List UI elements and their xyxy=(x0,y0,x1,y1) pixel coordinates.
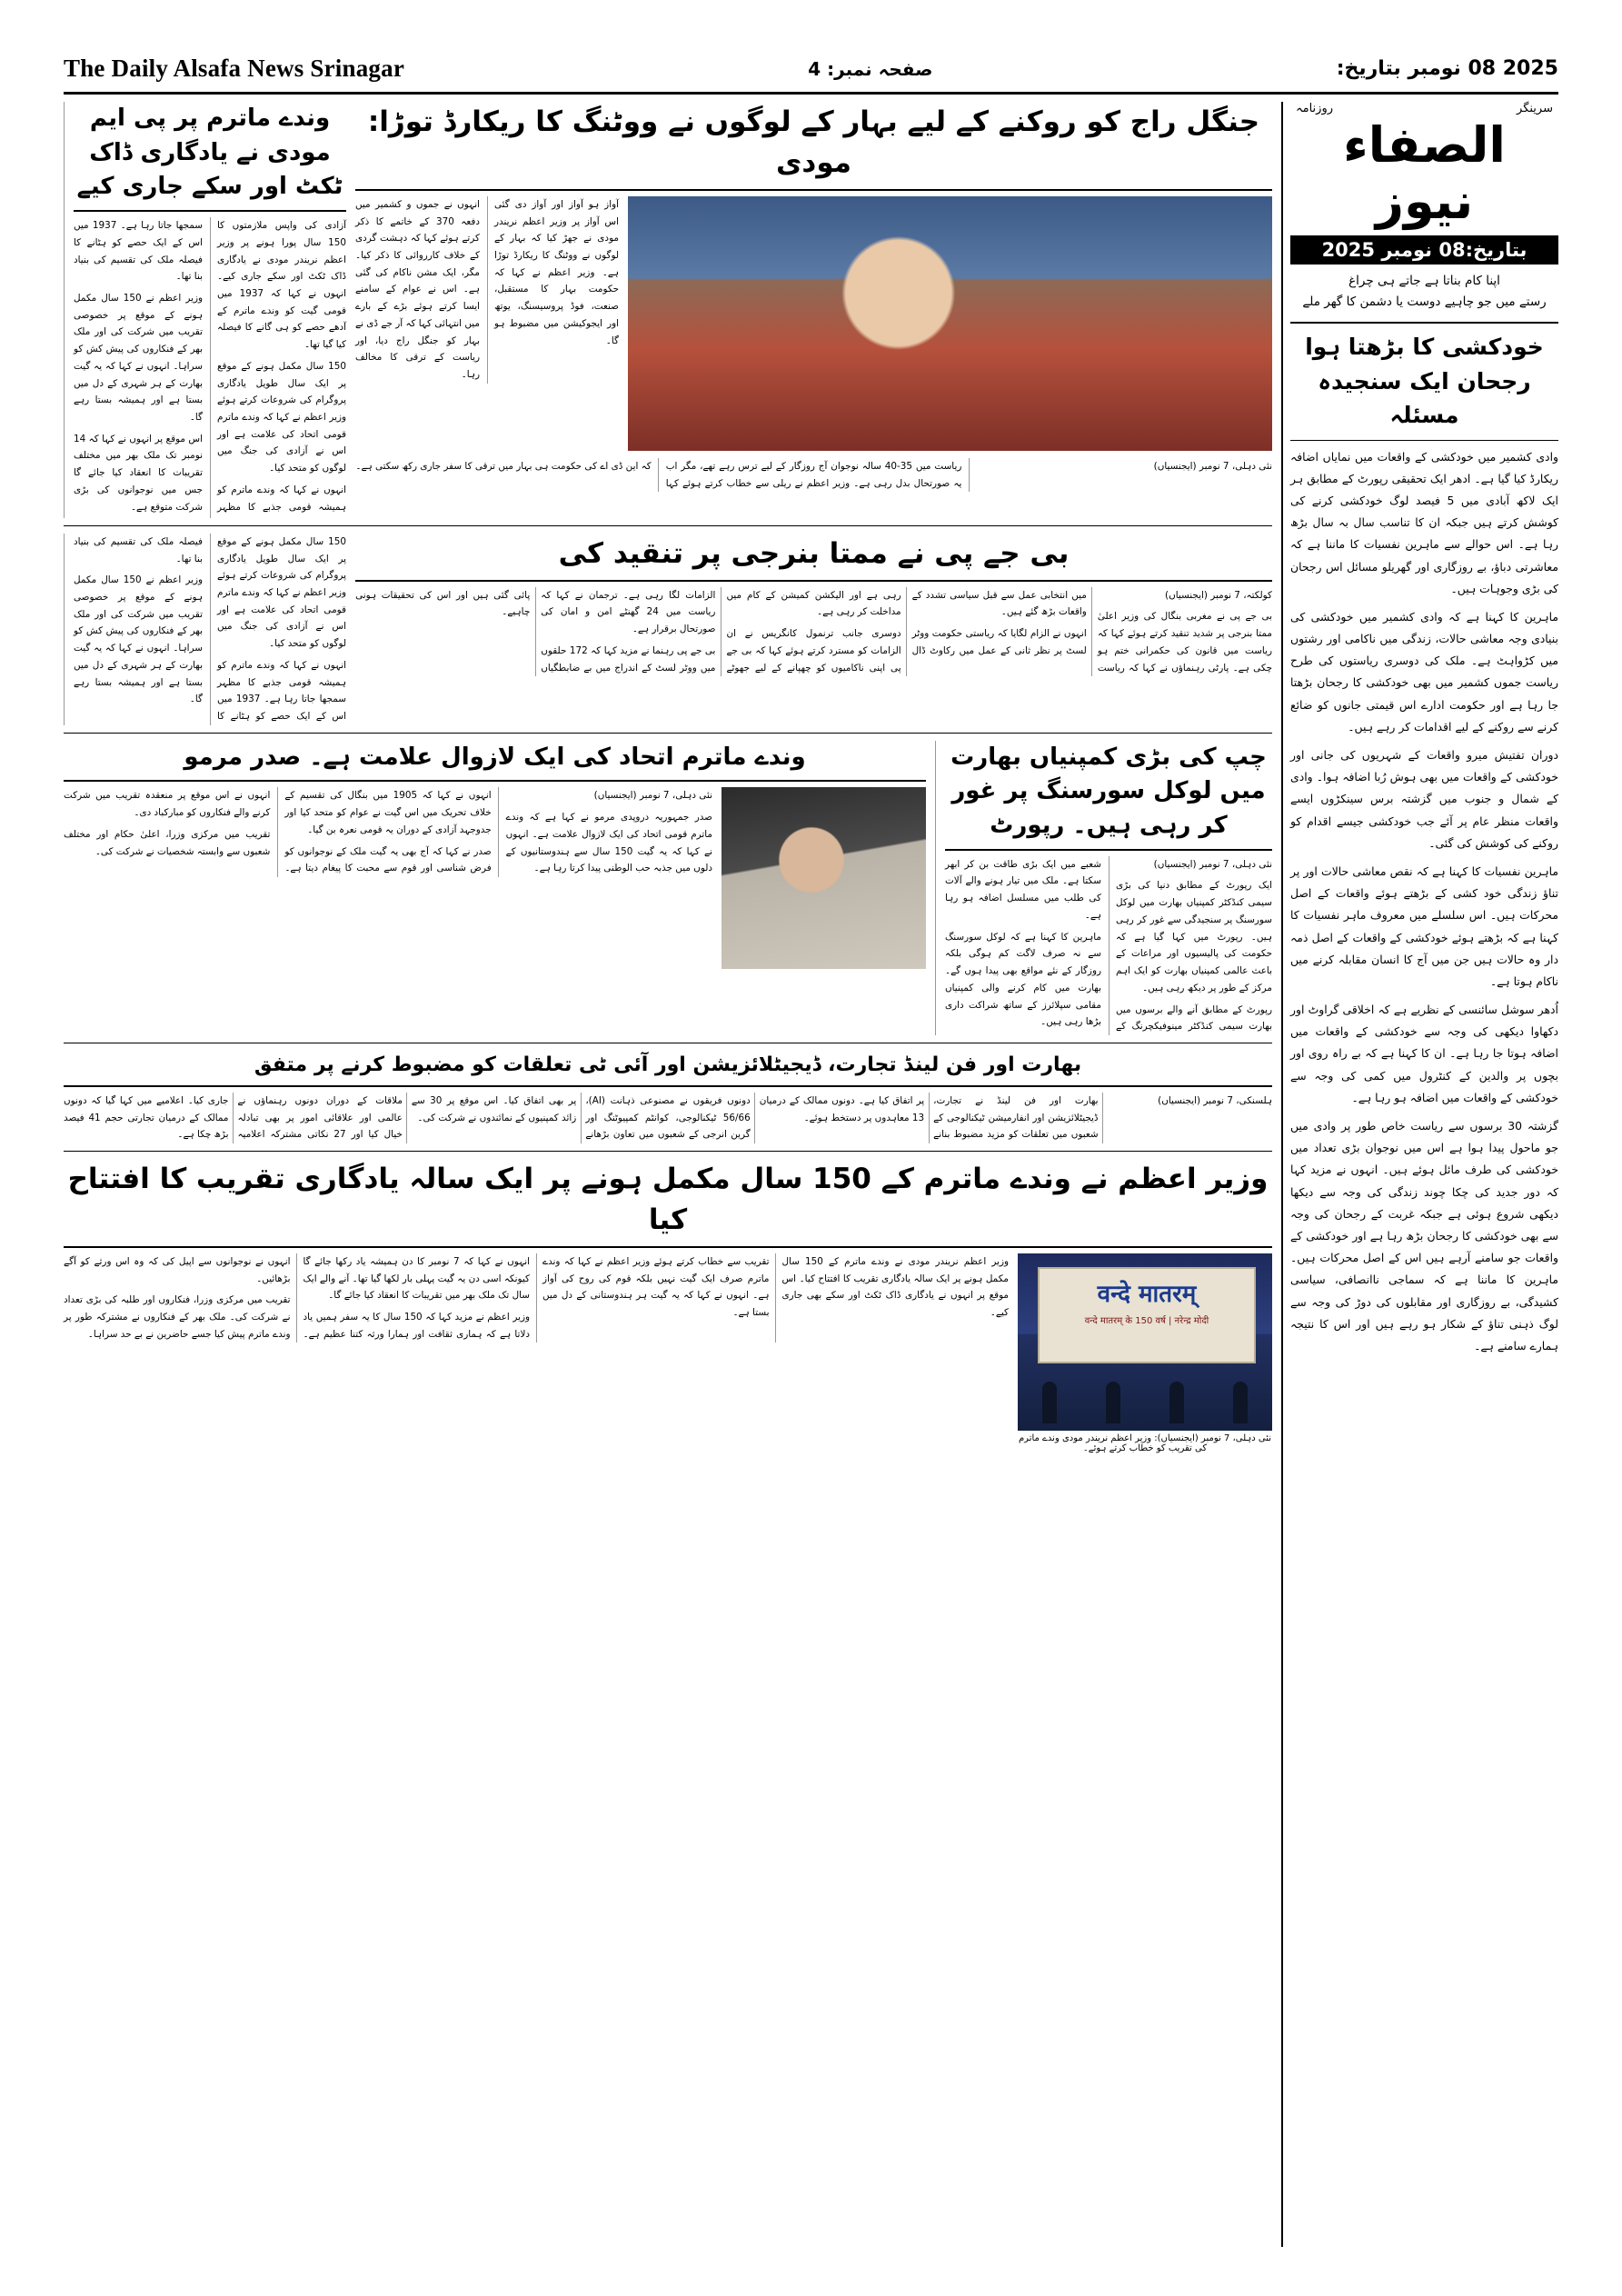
nameplate-kicker-right: روزنامہ xyxy=(1296,102,1333,115)
lead-para-3: ماہرین نفسیات کا کہنا ہے کہ نقص معاشی حالات اور پر تناؤ زندگی خود کشی کے بڑھتے ہوئے واقعات کے اصل محرکات ہیں۔ اس سلسلے میں معروف ماہر نفسیات کا کہنا ہے کہ بڑھتے ہوئے خودکشی کے واقعات کے اصل ذمہ دار وہ حالات ہیں جن میں آج کا انسان مقابلہ کرنے میں ناکام ہوتا ہے۔ xyxy=(1290,863,1558,988)
chip-body xyxy=(945,856,1272,1035)
page-label: صفحہ نمبر: xyxy=(827,57,933,80)
murmu-para-2: صدر نے کہا کہ آج بھی یہ گیت ملک کے نوجوانوں کو فرض شناسی اور قوم سے محبت کا پیغام دیتا ہے۔ انہوں نے اس موقع پر منعقدہ تقریب میں شرکت کرنے والے فنکاروں کو مبارکباد دی۔ xyxy=(64,790,492,874)
vande-mataram-event-photo xyxy=(1018,1253,1272,1431)
modi-bihar-body-top xyxy=(355,196,619,384)
my-cont-2: وزیر اعظم نے 150 سال مکمل ہونے کے موقع پر خصوصی تقریب میں شرکت کی اور ملک بھر کے فنکاروں کی پیش کش کو سراہا۔ انہوں نے کہا کہ یہ گیت بھارت کے ہر شہری کے دل میں بستا ہے اور ہمیشہ بستا رہے گا۔ xyxy=(74,574,203,705)
tmc-para-0: بی جے پی نے مغربی بنگال کی وزیر اعلیٰ ممتا بنرجی پر شدید تنقید کرتے ہوئے کہا کہ ریاست میں قانون کی حکمرانی ختم ہو چکی ہے۔ پارٹی رہنماؤں نے کہا کہ ریاست میں انتخابی عمل سے قبل سیاسی تشدد کے واقعات بڑھ گئے ہیں۔ xyxy=(911,589,1272,674)
lead-para-0: وادی کشمیر میں خودکشی کے واقعات میں نمایاں اضافہ ریکارڈ کیا گیا ہے۔ ادھر ایک تحقیقی رپورٹ کے مطابق ہر ایک لاکھ آبادی میں 5 فیصد لوگ خودکشی کرنے کی کوشش کرتے ہیں جبکہ ان کا تناسب سال بہ سال بڑھ رہا ہے۔ اس حوالے سے ماہرین نفسیات کا ماننا ہے کہ معاشرتی دباؤ، بے روزگاری اور گھریلو مسائل اس رجحان کی بڑی وجوہات ہیں۔ xyxy=(1290,449,1558,595)
masthead-english-title: The Daily Alsafa News Srinagar xyxy=(64,55,405,82)
article-murmu xyxy=(64,741,926,970)
my-para-2: انہوں نے کہا کہ وندے ماترم کو ہمیشہ قومی جذبے کا مظہر سمجھا جاتا رہا ہے۔ 1937 میں اس کے ایک حصے کو ہٹانے کا فیصلہ ملک کی تقسیم کی بنیاد بنا تھا۔ xyxy=(74,220,346,513)
murmu-headline: وندے ماترم اتحاد کی ایک لازوال علامت ہے۔ صدر مرمو xyxy=(184,743,806,771)
tmc-dateline: کولکتہ، 7 نومبر (ایجنسیاں) xyxy=(1165,589,1272,601)
nameplate-kicker-left: سرینگر xyxy=(1517,102,1553,115)
lead-para-4: اُدھر سوشل سائنسی کے نظریے ہے کہ اخلاقی گراوٹ اور دکھاوا دیکھی کی وجہ سے خودکشی کے واقعات میں اضافہ ہوتا جا رہا ہے۔ ان کا کہنا ہے کہ بے راہ روی اور بچوں پر والدین کے کنٹرول میں کمی کی وجہ سے خودکشی کے واقعات میں اضافہ ہو رہا ہے۔ xyxy=(1290,1003,1558,1104)
nameplate xyxy=(1290,102,1558,324)
murmu-para-1: انہوں نے کہا کہ 1905 میں بنگال کی تقسیم کے خلاف تحریک میں اس گیت نے عوام کو متحد کیا اور جدوجہد آزادی کے دوران یہ قومی نعرہ بن گیا۔ xyxy=(284,790,492,835)
article-tmc-mamta xyxy=(355,534,1272,677)
main-zone xyxy=(64,102,1272,2247)
row-mamta xyxy=(64,534,1272,734)
tmc-mamta-headline: بی جے پی نے ممتا بنرجی پر تنقید کی xyxy=(558,536,1070,570)
chip-dateline: نئی دہلی، 7 نومبر (ایجنسیاں) xyxy=(1153,858,1272,870)
slogan-line-2: رستے میں جو چاہیے دوست یا دشمن کا گھر ملے xyxy=(1302,294,1547,310)
chip-para-2: ماہرین کا کہنا ہے کہ لوکل سورسنگ سے نہ صرف لاگت کم ہوگی بلکہ روزگار کے نئے مواقع بھی پیدا ہوں گے۔ بھارت میں کام کرنے والی کمپنیاں مقامی سپلائرز کے ساتھ شراکت داری بڑھا رہی ہیں۔ xyxy=(945,931,1101,1028)
article-india-finland xyxy=(64,1051,1272,1152)
row-murmu-chip xyxy=(64,741,1272,1043)
modi-bihar-headline: جنگل راج کو روکنے کے لیے بہار کے لوگوں نے ووٹنگ کا ریکارڈ توڑا: مودی xyxy=(367,105,1260,179)
lead-para-5: گزشتہ 30 برسوں سے ریاست خاص طور پر وادی میں جو ماحول پیدا ہوا ہے اس میں نوجوان بڑی تعداد میں خودکشی کی طرف مائل ہوئے ہیں۔ انہوں نے مزید کہا کہ دور جدید کی چکا چوند زندگی کی وجہ سے دیکھا دیکھی شروع ہوئی ہے جبکہ غربت کے رجحان کی وجہ سے بھی خودکشی کا رجحان بڑھ رہا ہے اور خودکشی کے واقعات جو سامنے آرہے ہیں اس کے اصل محرکات ہیں۔ ماہرین کا ماننا ہے کہ سماجی ناانصافی، سیاسی کشیدگی، بے روزگاری اور مقابلوں کی دوڑ کی وجہ سے لوگ ذہنی تناؤ کے شکار ہو رہے ہیں اور اس کا نتیجہ ہمارے سامنے ہے۔ xyxy=(1290,1119,1558,1353)
masthead-date xyxy=(1337,57,1558,80)
banner-subtitle: वन्दे मातरम् के 150 वर्ष | नरेन्द्र मोदी xyxy=(1084,1316,1209,1327)
murmu-dateline: نئی دہلی، 7 نومبر (ایجنسیاں) xyxy=(593,790,712,802)
page-layout xyxy=(64,102,1558,2247)
banner-title: वन्दे मातरम् xyxy=(1097,1281,1197,1309)
top-stories-row xyxy=(64,102,1272,526)
mb-para-1: انہوں نے جموں و کشمیر میں دفعہ 370 کے خاتمے کا ذکر کرتے ہوئے کہا کہ دہشت گردی کے خلاف کارروائی کا ذکر کیا۔ مگر، ایک مشن ناکام کی گئی ہے۔ اس نے عوام کے سامنے ایسا کرتے ہوئے بڑے کے بارے میں انتہائی کہا کہ آر جے ڈی نے بہار کو جنگل راج دیا، اور ریاست کے ترقی کا مخالف رہا۔ xyxy=(355,198,480,381)
vande150-headline: وزیر اعظم نے وندے ماترم کے 150 سال مکمل ہونے پر ایک سالہ یادگاری تقریب کا افتتاح کیا xyxy=(67,1162,1269,1236)
date-label: بتاریخ: xyxy=(1336,57,1401,80)
lead-editorial-headline: خودکشی کا بڑھتا ہوا رجحان ایک سنجیدہ مسئلہ xyxy=(1290,324,1558,441)
india-fl-headline: بھارت اور فن لینڈ تجارت، ڈیجیٹلائزیشن اور آئی ٹی تعلقات کو مضبوط کرنے پر متفق xyxy=(254,1053,1082,1076)
my-para-4: اس موقع پر انہوں نے کہا کہ 14 نومبر تک ملک بھر میں مختلف تقریبات کا انعقاد کیا جائے گا جس میں نوجوانوں کی بڑی شرکت متوقع ہے۔ xyxy=(74,433,203,513)
nameplate-kickers xyxy=(1290,102,1558,115)
article-modi-bihar xyxy=(355,102,1272,492)
lead-para-1: ماہرین کا کہنا ہے کہ وادی کشمیر میں خودکشی کی بنیادی وجہ معاشی حالات، زندگی میں ناکامی اور رشتوں میں کڑواہٹ ہے۔ ملک کی دوسری ریاستوں کی طرح ریاست جموں کشمیر میں بھی خودکشی کا رجحان بڑھتا جا رہا ہے اور حکومت ادارے اس قیمتی جانوں کو ضائع کرنے سے روکنے کے لیے اقدامات کر رہے ہیں۔ xyxy=(1290,609,1558,734)
lead-para-2: دوران تفتیش میرو واقعات کے شہریوں کی جانی اور خودکشی کے واقعات میں بھی ہوش رُبا اضافہ ہوا۔ وادی کے شمال و جنوب میں گزشتہ برس سینکڑوں ایسے واقعات منظر عام پر آئے جب خودکشی جیسے اقدام کو روکنے کی کوشش کی گئی۔ xyxy=(1290,748,1558,850)
murmu-body xyxy=(64,787,712,877)
murmu-para-0: صدر جمہوریہ دروپدی مرمو نے کہا ہے کہ وندے ماترم قومی اتحاد کی ایک لازوال علامت ہے۔ انہوں نے کہا کہ یہ گیت 150 سال سے ہندوستانیوں کے دلوں میں جذبہ حب الوطنی پیدا کرتا رہا ہے۔ xyxy=(505,812,712,874)
my-para-1: 150 سال مکمل ہونے کے موقع پر ایک سال طویل یادگاری پروگرام کی شروعات کرتے ہوئے وزیر اعظم نے کہا کہ وندے ماترم قومی اتحاد کی علامت ہے اور اس نے آزادی کی جنگ میں لوگوں کو متحد کیا۔ xyxy=(217,360,346,474)
chip-headline: چپ کی بڑی کمپنیاں بھارت میں لوکل سورسنگ پر غور کر رہی ہیں۔ رپورٹ xyxy=(950,743,1267,840)
date-text: 08 نومبر xyxy=(1408,57,1497,80)
india-fl-body xyxy=(64,1093,1272,1143)
article-modi-yaadgari xyxy=(64,102,346,518)
my-cont-0: 150 سال مکمل ہونے کے موقع پر ایک سال طویل یادگاری پروگرام کی شروعات کرتے ہوئے وزیر اعظم نے کہا کہ وندے ماترم قومی اتحاد کی علامت ہے اور اس نے آزادی کی جنگ میں لوگوں کو متحد کیا۔ xyxy=(217,535,346,650)
president-murmu-photo xyxy=(721,787,926,969)
mb-dateline: نئی دہلی، 7 نومبر (ایجنسیاں) xyxy=(1153,460,1272,472)
nameplate-datebar: بتاریخ:08 نومبر 2025 xyxy=(1290,235,1558,265)
vande150-body xyxy=(64,1253,1009,1343)
modi-yaadgari-body xyxy=(74,217,346,518)
page-number: 4 xyxy=(808,57,821,80)
ifl-dateline: ہلسنکی، 7 نومبر (ایجنسیاں) xyxy=(1158,1094,1272,1106)
right-rail xyxy=(1281,102,1558,2247)
my-cont-1: انہوں نے کہا کہ وندے ماترم کو ہمیشہ قومی جذبے کا مظہر سمجھا جاتا رہا ہے۔ 1937 میں اس کے ایک حصے کو ہٹانے کا فیصلہ ملک کی تقسیم کی بنیاد بنا تھا۔ xyxy=(74,535,346,722)
tmc-para-3: بی جے پی رہنما نے مزید کہا کہ 172 حلقوں میں ووٹر لسٹ کے اندراج میں بے ضابطگیاں پائی گئی ہیں اور اس کی تحقیقات ہونی چاہیے۔ xyxy=(355,589,716,674)
tmc-para-2: دوسری جانب ترنمول کانگریس نے ان الزامات کو مسترد کرتے ہوئے کہا کہ بی جے پی اپنی ناکامیوں کو چھپانے کے لیے جھوٹے الزامات لگا رہی ہے۔ ترجمان نے کہا کہ ریاست میں 24 گھنٹے امن و امان کی صورتحال برقرار ہے۔ xyxy=(541,589,901,674)
v150-para-0: وزیر اعظم نریندر مودی نے وندے ماترم کے 150 سال مکمل ہونے پر ایک سالہ یادگاری تقریب کا افتتاح کیا۔ اس موقع پر انہوں نے یادگاری ڈاک ٹکٹ اور سکے بھی جاری کیے۔ xyxy=(781,1255,1009,1319)
v150-para-4: تقریب میں مرکزی وزرا، فنکاروں اور طلبہ کی بڑی تعداد نے شرکت کی۔ ملک بھر کے فنکاروں نے مشترکہ طور پر وندے ماترم پیش کیا جسے حاضرین نے بے حد سراہا۔ xyxy=(64,1294,291,1340)
v150-para-2: انہوں نے کہا کہ 7 نومبر کا دن ہمیشہ یاد رکھا جائے گا کیونکہ اسی دن یہ گیت پہلی بار لکھا گیا تھا۔ آنے والے ایک سال تک ملک بھر میں تقریبات کا انعقاد کیا جائے گا۔ xyxy=(303,1255,530,1302)
mb-para-2: ریاست میں 35-40 سالہ نوجوان آج روزگار کے لیے ترس رہے تھے، مگر اب یہ صورتحال بدل رہی ہے۔ وزیر اعظم نے ریلی سے خطاب کرتے ہوئے کہا کہ این ڈی اے کی حکومت ہی بہار میں ترقی کا سفر جاری رکھ سکتی ہے۔ xyxy=(355,460,962,489)
date-year: 2025 xyxy=(1502,57,1558,80)
article-vande-150 xyxy=(64,1159,1272,1461)
modi-yaadgari-continued xyxy=(64,534,346,725)
v150-para-3: وزیر اعظم نے مزید کہا کہ 150 سال کا یہ سفر ہمیں یاد دلاتا ہے کہ ہماری ثقافت اور ہمارا ورثہ کتنا عظیم ہے۔ انہوں نے نوجوانوں سے اپیل کی کہ وہ اس ورثے کو آگے بڑھائیں۔ xyxy=(64,1255,530,1340)
vande150-photo-wrap xyxy=(1018,1253,1272,1453)
v150-para-1: تقریب سے خطاب کرتے ہوئے وزیر اعظم نے کہا کہ وندے ماترم صرف ایک گیت نہیں بلکہ قوم کی روح کی آواز ہے۔ انہوں نے کہا کہ یہ گیت ہر ہندوستانی کے دل میں بستا ہے۔ xyxy=(542,1255,770,1319)
mb-para-0: آواز ہو آواز اور آواز دی گئی اس آواز پر وزیر اعظم نریندر مودی نے جھڑ کیا کہ بہار کے لوگوں نے ووٹنگ کا ریکارڈ توڑا ہے۔ وزیر اعظم نے کہا کہ حکومت بہار کا مستقبل، صنعت، فوڈ پروسیسنگ، یوتھ اور ایجوکیشن میں مضبوط ہو گا۔ xyxy=(494,198,619,346)
modi-rally-photo xyxy=(628,196,1272,451)
ifl-para-1: دونوں فریقوں نے مصنوعی ذہانت (AI)، 56/66 ٹیکنالوجی، کوانٹم کمپیوٹنگ اور گرین انرجی کے شعبوں میں تعاون بڑھانے پر بھی اتفاق کیا۔ اس موقع پر 30 سے زائد کمپنیوں کے نمائندوں نے شرکت کی۔ xyxy=(411,1094,751,1141)
tmc-para-1: انہوں نے الزام لگایا کہ ریاستی حکومت ووٹر لسٹ پر نظر ثانی کے عمل میں رکاوٹ ڈال رہی ہے اور الیکشن کمیشن کے کام میں مداخلت کر رہی ہے۔ xyxy=(726,589,1087,656)
masthead-page-indicator xyxy=(808,58,932,80)
article-chip-companies xyxy=(935,741,1272,1035)
nameplate-title: الصفاء نیوز xyxy=(1343,116,1506,231)
vande150-photo-caption: نئی دہلی، 7 نومبر (ایجنسیاں): وزیر اعظم نریندر مودی وندے ماترم کی تقریب کو خطاب کرتے ہوئے۔ xyxy=(1018,1433,1272,1453)
my-para-0: آزادی کی واپس ملازمتوں کا 150 سال پورا ہونے پر وزیر اعظم نریندر مودی نے یادگاری ڈاک ٹکٹ اور سکے جاری کیے۔ انہوں نے کہا کہ 1937 میں قومی گیت کو وندے ماترم کے آدھے حصے کو ہی گانے کا فیصلہ کیا گیا تھا۔ xyxy=(217,220,347,351)
masthead-bar xyxy=(64,55,1558,95)
nameplate-slogan xyxy=(1290,269,1558,316)
ifl-para-0: بھارت اور فن لینڈ نے تجارت، ڈیجیٹلائزیشن اور انفارمیشن ٹیکنالوجی کے شعبوں میں تعلقات کو مزید مضبوط بنانے پر اتفاق کیا ہے۔ دونوں ممالک کے درمیان 13 معاہدوں پر دستخط ہوئے۔ xyxy=(759,1094,1099,1141)
chip-para-1: رپورٹ کے مطابق آنے والے برسوں میں بھارت سیمی کنڈکٹر مینوفیکچرنگ کے شعبے میں ایک بڑی طاقت بن کر ابھر سکتا ہے۔ ملک میں تیار ہونے والے آلات کی طلب میں مسلسل اضافہ ہو رہا ہے۔ xyxy=(945,858,1272,1033)
stage-banner xyxy=(1038,1267,1255,1363)
slogan-line-1: اپنا کام بناتا ہے جاتے ہی چراغ xyxy=(1348,274,1500,289)
my-para-3: وزیر اعظم نے 150 سال مکمل ہونے کے موقع پر خصوصی تقریب میں شرکت کی اور ملک بھر کے فنکاروں کی پیش کش کو سراہا۔ انہوں نے کہا کہ یہ گیت بھارت کے ہر شہری کے دل میں بستا ہے اور ہمیشہ بستا رہے گا۔ xyxy=(74,292,203,423)
modi-yaadgari-headline: وندے ماترم پر پی ایم مودی نے یادگاری ڈاک ٹکٹ اور سکے جاری کیے xyxy=(76,105,343,201)
tmc-mamta-body xyxy=(355,587,1272,677)
modi-bihar-body-bottom xyxy=(355,458,1272,492)
chip-para-0: ایک رپورٹ کے مطابق دنیا کی بڑی سیمی کنڈکٹر کمپنیاں بھارت میں لوکل سورسنگ پر سنجیدگی سے غور کر رہی ہیں۔ رپورٹ میں کہا گیا ہے کہ حکومت کی پالیسیوں اور مراعات کے باعث عالمی کمپنیاں بھارت کو ایک اہم مرکز کے طور پر دیکھ رہی ہیں۔ xyxy=(1116,880,1272,993)
lead-editorial-body xyxy=(1290,446,1558,1364)
stage-figures xyxy=(1018,1363,1272,1423)
murmu-para-3: تقریب میں مرکزی وزرا، اعلیٰ حکام اور مختلف شعبوں سے وابستہ شخصیات نے شرکت کی۔ xyxy=(64,828,271,857)
ifl-para-2: ملاقات کے دوران دونوں رہنماؤں نے عالمی اور علاقائی امور پر بھی تبادلہ خیال کیا اور 27 نکاتی مشترکہ اعلامیہ جاری کیا۔ اعلامیے میں کہا گیا کہ دونوں ممالک کے درمیان تجارتی حجم 41 فیصد بڑھ چکا ہے۔ xyxy=(64,1094,403,1141)
